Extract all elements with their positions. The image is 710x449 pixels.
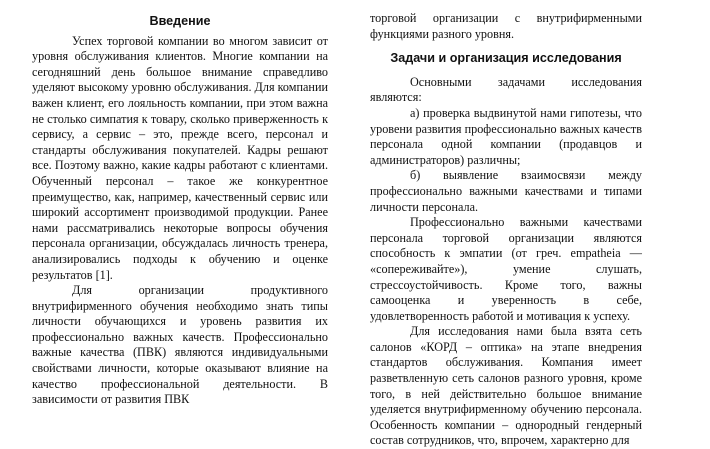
left-column	[32, 11, 328, 408]
right-column	[370, 11, 642, 449]
paragraph: Для организации продуктивного внутрифирменного обучения необходимо знать типы личности обучающихся и уровень развития их профессионально важных качеств. Профессионально важные качества (ПВК) являются индивидуальными свойствами личности, которые оказывают влияние на качество профессиональной деятельности. В зависимости от развития ПВК	[32, 283, 328, 407]
paragraph: Для исследования нами была взята сеть салонов «КОРД – оптика» на этапе внедрения стандартов обслуживания. Компания имеет разветвленную сеть салонов разного уровня, кроме того, в ней действительно большое внимание уделяется внутрифирменному обучению персонала. Особенность компании – однородный гендерный состав сотрудников, что, впрочем, характерно для	[370, 324, 642, 448]
section-heading-research-tasks: Задачи и организация исследования	[390, 51, 622, 66]
paragraph: Профессионально важными качествами персонала торговой организации являются способность к эмпатии (от греч. empatheia — «сопереживайте»), умение слушать, стрессоустойчивость. Кроме того, важны самооценка и уверенность в себе, удовлетворенность работой и мотивация к успеху.	[370, 215, 642, 323]
paragraph-continuation: торговой организации с внутрифирменными функциями разного уровня.	[370, 11, 642, 41]
section-heading-introduction: Введение	[149, 14, 211, 28]
paragraph: Основными задачами исследования являются:	[370, 74, 642, 105]
paragraph: Успех торговой компании во многом зависит от уровня обслуживания клиентов. Многие компании на сегодняшний день большое внимание справедливо уделяют высокому уровню обслуживания. Для компании важен клиент, его лояльность компании, при этом важна не столько симпатия к товару, сколько приверженность к сервису, а сервис – это, прежде всего, персонал и стандарты обслуживания покупателей. Кадры решают все. Поэтому важно, какие кадры работают с клиентами. Обученный персонал – такое же конкурентное преимущество, как, например, качественный сервис или широкий ассортимент производимой продукции. Ранее нами рассматривались некоторые вопросы обучения персонала организации, обсуждалась личность тренера, анализировались подходы к обучению и оценке результатов [1].	[32, 33, 328, 282]
list-item-a: а) проверка выдвинутой нами гипотезы, что уровени развития профессионально важных качеств персонала одной компании (продавцов и администраторов) различны;	[370, 105, 642, 167]
list-item-b: б) выявление взаимосвязи между профессионально важными качествами и типами личности персонала.	[370, 168, 642, 214]
